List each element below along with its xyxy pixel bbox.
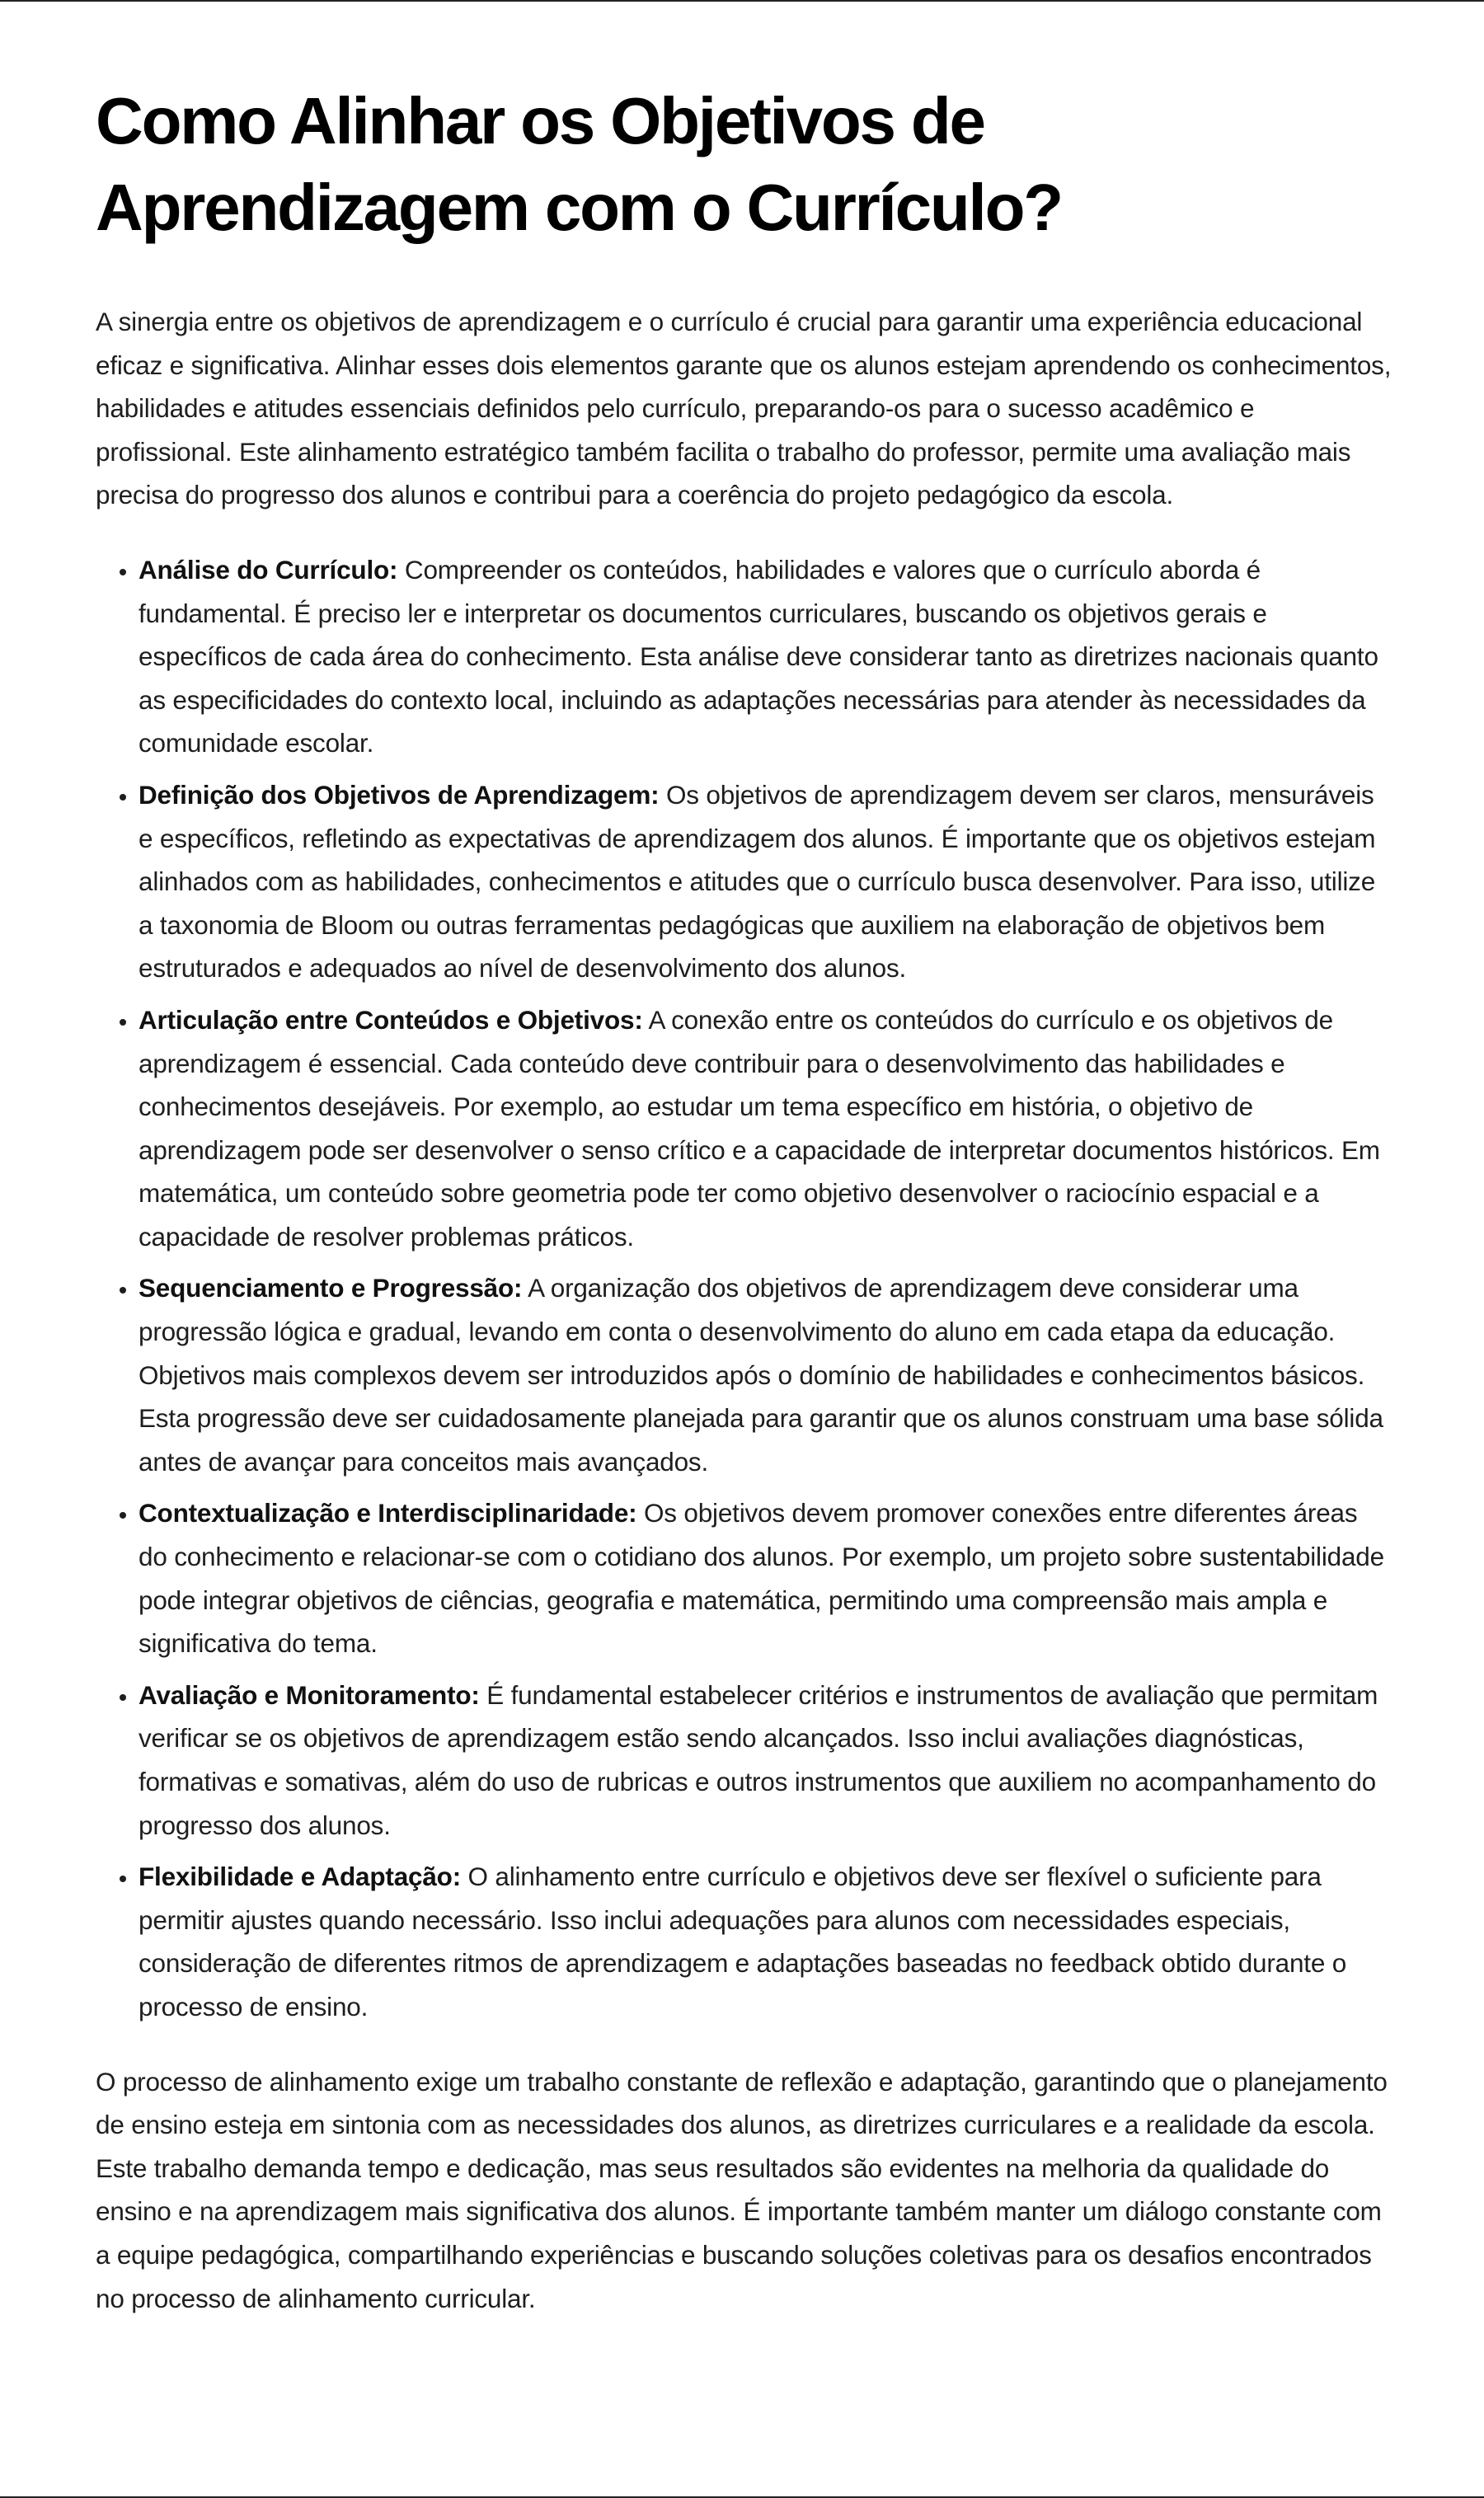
list-item	[139, 773, 1392, 990]
list-item	[139, 548, 1392, 765]
item-term: Sequenciamento e Progressão:	[139, 1273, 523, 1303]
intro-paragraph: A sinergia entre os objetivos de aprendizagem e o currículo é crucial para garantir uma experiência educacional eficaz e significativa. Alinhar esses dois elementos garante que os alunos estejam aprendendo os conhecimentos, habilidades e atitudes essenciais definidos pelo currículo, preparando-os para o sucesso acadêmico e profissional. Este alinhamento estratégico também facilita o trabalho do professor, permite uma avaliação mais precisa do progresso dos alunos e contribui para a coerência do projeto pedagógico da escola.	[96, 307, 1392, 510]
item-text: A conexão entre os conteúdos do currículo e os objetivos de aprendizagem é essencial. Cada conteúdo deve contribuir para o desenvolvimento das habilidades e conhecimentos desejáveis. Por exemplo, ao estudar um tema específico em história, o objetivo de aprendizagem pode ser desenvolver o senso crítico e a capacidade de interpretar documentos históricos. Em matemática, um conteúdo sobre geometria pode ter como objetivo desenvolver o raciocínio espacial e a capacidade de resolver problemas práticos.	[139, 1004, 1380, 1251]
item-term: Avaliação e Monitoramento:	[139, 1679, 480, 1710]
item-text: É fundamental estabelecer critérios e instrumentos de avaliação que permitam verificar se os objetivos de aprendizagem estão sendo alcançados. Isso inclui avaliações diagnósticas, formativas e somativas, além do uso de rubricas e outros instrumentos que auxiliem no acompanhamento do progresso dos alunos.	[139, 1679, 1378, 1840]
list-item	[139, 998, 1392, 1259]
list-item	[139, 1491, 1392, 1665]
bullet-list	[96, 548, 1392, 2029]
item-text: Os objetivos de aprendizagem devem ser claros, mensuráveis e específicos, refletindo as expectativas de aprendizagem dos alunos. É importante que os objetivos estejam alinhados com as habilidades, conhecimentos e atitudes que o currículo busca desenvolver. Para isso, utilize a taxonomia de Bloom ou outras ferramentas pedagógicas que auxiliem na elaboração de objetivos bem estruturados e adequados ao nível de desenvolvimento dos alunos.	[139, 779, 1376, 984]
item-text: O alinhamento entre currículo e objetivos deve ser flexível o suficiente para permitir ajustes quando necessário. Isso inclui adequações para alunos com necessidades especiais, consideração de diferentes ritmos de aprendizagem e adaptações baseadas no feedback obtido durante o processo de ensino.	[139, 1862, 1347, 2021]
item-text: A organização dos objetivos de aprendizagem deve considerar uma progressão lógica e gradual, levando em conta o desenvolvimento do aluno em cada etapa da educação. Objetivos mais complexos devem ser introduzidos após o domínio de habilidades e conhecimentos básicos. Esta progressão deve ser cuidadosamente planejada para garantir que os alunos construam uma base sólida antes de avançar para conceitos mais avançados.	[139, 1273, 1383, 1477]
item-text: Compreender os conteúdos, habilidades e valores que o currículo aborda é fundamental. É preciso ler e interpretar os documentos curriculares, buscando os objetivos gerais e específicos de cada área do conhecimento. Esta análise deve considerar tanto as diretrizes nacionais quanto as especificidades do contexto local, incluindo as adaptações necessárias para atender às necessidades da comunidade escolar.	[139, 554, 1378, 758]
list-item	[139, 1855, 1392, 2028]
item-term: Análise do Currículo:	[139, 554, 398, 585]
item-text: Os objetivos devem promover conexões entre diferentes áreas do conhecimento e relacionar-se com o cotidiano dos alunos. Por exemplo, um projeto sobre sustentabilidade pode integrar objetivos de ciências, geografia e matemática, permitindo uma compreensão mais ampla e significativa do tema.	[139, 1498, 1384, 1659]
item-term: Definição dos Objetivos de Aprendizagem:	[139, 779, 660, 810]
article	[96, 77, 1392, 2320]
page-title: Como Alinhar os Objetivos de Aprendizagem com o Currículo?	[96, 84, 1062, 244]
item-term: Flexibilidade e Adaptação:	[139, 1862, 461, 1892]
item-term: Contextualização e Interdisciplinaridade:	[139, 1498, 637, 1528]
list-item	[139, 1674, 1392, 1847]
item-term: Articulação entre Conteúdos e Objetivos:	[139, 1004, 643, 1035]
conclusion-paragraph: O processo de alinhamento exige um trabalho constante de reflexão e adaptação, garantindo que o planejamento de ensino esteja em sintonia com as necessidades dos alunos, as diretrizes curriculares e a realidade da escola. Este trabalho demanda tempo e dedicação, mas seus resultados são evidentes na melhoria da qualidade do ensino e na aprendizagem mais significativa dos alunos. É importante também manter um diálogo constante com a equipe pedagógica, compartilhando experiências e buscando soluções coletivas para os desafios encontrados no processo de alinhamento curricular.	[96, 2066, 1388, 2313]
list-item	[139, 1266, 1392, 1483]
